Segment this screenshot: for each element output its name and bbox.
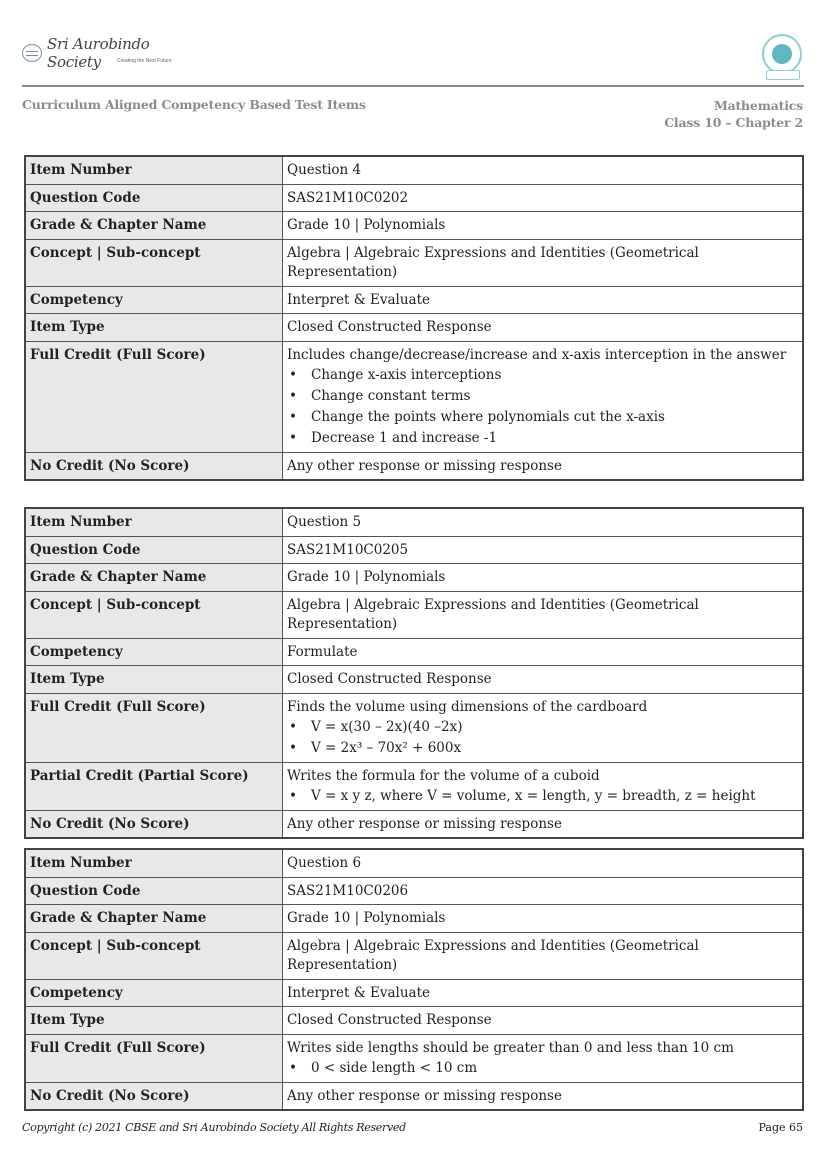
row-value: Interpret & Evaluate (283, 979, 804, 1006)
table-row (25, 563, 803, 591)
table-row (25, 156, 803, 184)
copyright-text: Copyright (c) 2021 CBSE and Sri Aurobindo Society All Rights Reserved (22, 1121, 406, 1134)
table-row (25, 665, 803, 693)
table-row (25, 810, 803, 838)
subject-info (664, 97, 803, 131)
row-label: Item Number (25, 849, 283, 877)
table-row (25, 452, 803, 480)
row-value: SAS21M10C0206 (283, 877, 804, 904)
emblem-ribbon (766, 70, 800, 80)
row-label: Competency (25, 286, 283, 313)
table-row (25, 762, 803, 810)
document-title: Curriculum Aligned Competency Based Test Items (22, 97, 366, 112)
row-value: Algebra | Algebraic Expressions and Identities (Geometrical Representation) (283, 239, 804, 286)
row-value: Closed Constructed Response (283, 313, 804, 341)
table-row (25, 508, 803, 536)
row-value: Algebra | Algebraic Expressions and Identities (Geometrical Representation) (283, 932, 804, 979)
row-label: Grade & Chapter Name (25, 563, 283, 591)
full-credit-text: Writes side lengths should be greater than 0 and less than 10 cm (287, 1039, 734, 1056)
subject: Mathematics (713, 98, 803, 113)
table-row (25, 979, 803, 1006)
bullet-list (287, 786, 798, 807)
table-row (25, 591, 803, 638)
row-label: Item Type (25, 665, 283, 693)
table-row (25, 932, 803, 979)
header-divider (22, 85, 804, 87)
row-label: Concept | Sub-concept (25, 932, 283, 979)
table-row (25, 341, 803, 452)
row-value: Any other response or missing response (283, 1082, 804, 1110)
full-credit-text: Finds the volume using dimensions of the cardboard (287, 698, 648, 715)
row-label: Concept | Sub-concept (25, 591, 283, 638)
table-row (25, 239, 803, 286)
row-value: Closed Constructed Response (283, 665, 804, 693)
table-row (25, 286, 803, 313)
table-row (25, 1006, 803, 1034)
table-row (25, 693, 803, 762)
table-row (25, 1034, 803, 1082)
row-label: Partial Credit (Partial Score) (25, 762, 283, 810)
table-row (25, 1082, 803, 1110)
row-value: Grade 10 | Polynomials (283, 563, 804, 591)
row-value: Any other response or missing response (283, 810, 804, 838)
row-label: Question Code (25, 877, 283, 904)
item-table-question-5 (24, 507, 804, 839)
bullet-list (287, 365, 798, 449)
cbse-emblem-icon (762, 34, 802, 74)
row-value: Question 5 (283, 508, 804, 536)
table-row (25, 313, 803, 341)
sri-aurobindo-society-logo (22, 35, 192, 71)
partial-credit-text: Writes the formula for the volume of a cuboid (287, 767, 600, 784)
row-label: Full Credit (Full Score) (25, 1034, 283, 1082)
row-label: Full Credit (Full Score) (25, 341, 283, 452)
row-value: Algebra | Algebraic Expressions and Identities (Geometrical Representation) (283, 591, 804, 638)
row-label: No Credit (No Score) (25, 810, 283, 838)
class-chapter: Class 10 – Chapter 2 (664, 115, 803, 130)
list-item: • Change the points where polynomials cut the x-axis (287, 407, 798, 428)
row-value: Closed Constructed Response (283, 1006, 804, 1034)
row-value: SAS21M10C0205 (283, 536, 804, 563)
list-item: • Change x-axis interceptions (287, 365, 798, 386)
row-value (283, 1034, 804, 1082)
table-row (25, 849, 803, 877)
page-number: Page 65 (758, 1121, 803, 1134)
row-label: No Credit (No Score) (25, 1082, 283, 1110)
row-value: Question 6 (283, 849, 804, 877)
logo-text: Sri Aurobindo Society (47, 35, 150, 71)
bullet-list (287, 1058, 798, 1079)
table-row (25, 211, 803, 239)
row-label: Question Code (25, 184, 283, 211)
row-label: Concept | Sub-concept (25, 239, 283, 286)
row-value: Formulate (283, 638, 804, 665)
row-label: No Credit (No Score) (25, 452, 283, 480)
bullet-list (287, 717, 798, 759)
full-credit-text: Includes change/decrease/increase and x-axis interception in the answer (287, 346, 787, 363)
row-value (283, 762, 804, 810)
row-label: Competency (25, 638, 283, 665)
row-value: SAS21M10C0202 (283, 184, 804, 211)
table-row (25, 184, 803, 211)
row-value (283, 341, 804, 452)
row-value: Grade 10 | Polynomials (283, 904, 804, 932)
table-row (25, 904, 803, 932)
row-value: Any other response or missing response (283, 452, 804, 480)
item-table-question-6 (24, 848, 804, 1111)
logo-tagline: Creating the Next Future (117, 58, 172, 64)
row-value: Grade 10 | Polynomials (283, 211, 804, 239)
list-item: • V = x(30 – 2x)(40 –2x) (287, 717, 798, 738)
globe-icon (22, 44, 42, 62)
row-label: Item Number (25, 156, 283, 184)
list-item: • V = x y z, where V = volume, x = length, y = breadth, z = height (287, 786, 798, 807)
row-label: Question Code (25, 536, 283, 563)
list-item: • Change constant terms (287, 386, 798, 407)
list-item: • Decrease 1 and increase -1 (287, 428, 798, 449)
row-label: Full Credit (Full Score) (25, 693, 283, 762)
list-item: • V = 2x³ – 70x² + 600x (287, 738, 798, 759)
row-label: Grade & Chapter Name (25, 904, 283, 932)
table-row (25, 877, 803, 904)
row-value: Interpret & Evaluate (283, 286, 804, 313)
row-label: Item Type (25, 313, 283, 341)
row-label: Item Number (25, 508, 283, 536)
table-row (25, 638, 803, 665)
row-value: Question 4 (283, 156, 804, 184)
item-table-question-4 (24, 155, 804, 481)
row-label: Item Type (25, 1006, 283, 1034)
row-value (283, 693, 804, 762)
row-label: Competency (25, 979, 283, 1006)
list-item: • 0 < side length < 10 cm (287, 1058, 798, 1079)
row-label: Grade & Chapter Name (25, 211, 283, 239)
table-row (25, 536, 803, 563)
